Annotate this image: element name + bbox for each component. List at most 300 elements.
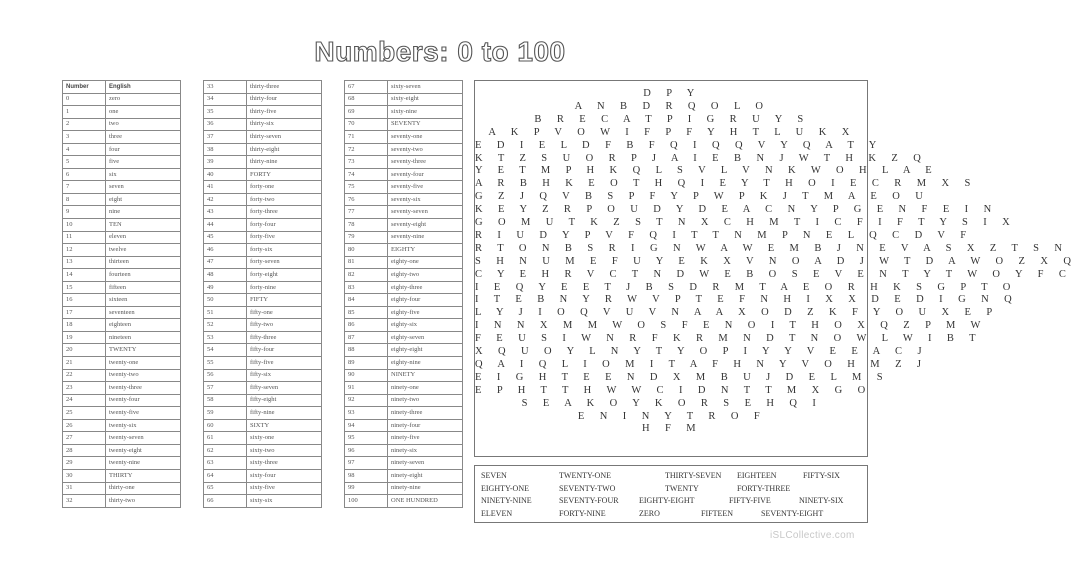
number-cell: 31 xyxy=(63,482,106,495)
english-cell: ninety-six xyxy=(388,444,463,457)
english-cell: fifty-four xyxy=(247,344,322,357)
table-row xyxy=(345,495,463,508)
word-bank-word: FIFTY-FIVE xyxy=(729,496,771,505)
number-cell: 76 xyxy=(345,193,388,206)
puzzle-row: K E Y Z R P O U D Y D E A C N Y P G E N F E I N xyxy=(475,204,998,216)
puzzle-row: S E A K O Y K O R S E H Q I xyxy=(521,397,823,409)
english-cell: forty-nine xyxy=(247,281,322,294)
number-cell: 75 xyxy=(345,181,388,194)
table-row xyxy=(204,294,322,307)
word-bank-word: NINETY-SIX xyxy=(799,496,844,505)
puzzle-row: R T O N B S R I G N W A W E M B J N E V A S X Z T S N xyxy=(475,242,1069,254)
number-cell: 89 xyxy=(345,357,388,370)
table-row xyxy=(204,81,322,94)
word-bank-word: ZERO xyxy=(639,508,660,518)
number-cell: 90 xyxy=(345,369,388,382)
puzzle-row: F E U S I W N R F K R M N D T N O W L W I B T xyxy=(475,333,982,345)
number-cell: 10 xyxy=(63,219,106,232)
table-header-row xyxy=(63,81,181,94)
number-cell: 83 xyxy=(345,281,388,294)
number-cell: 46 xyxy=(204,244,247,257)
table-row xyxy=(63,106,181,119)
number-cell: 7 xyxy=(63,181,106,194)
table-row xyxy=(63,319,181,332)
english-cell: five xyxy=(106,156,181,169)
english-cell: SIXTY xyxy=(247,419,322,432)
english-cell: THIRTY xyxy=(106,469,181,482)
table-row xyxy=(63,432,181,445)
number-cell: 69 xyxy=(345,106,388,119)
english-cell: thirty-one xyxy=(106,482,181,495)
english-cell: eighty-seven xyxy=(388,331,463,344)
english-cell: thirty-seven xyxy=(247,131,322,144)
english-cell: one xyxy=(106,106,181,119)
number-cell: 91 xyxy=(345,382,388,395)
english-cell: TEN xyxy=(106,219,181,232)
english-cell: forty-four xyxy=(247,219,322,232)
english-cell: TWENTY xyxy=(106,344,181,357)
table-row xyxy=(63,281,181,294)
table-row xyxy=(204,407,322,420)
english-cell: sixty-two xyxy=(247,444,322,457)
table-row xyxy=(63,495,181,508)
number-cell: 63 xyxy=(204,457,247,470)
number-cell: 48 xyxy=(204,269,247,282)
number-cell: 73 xyxy=(345,156,388,169)
table-row xyxy=(63,118,181,131)
number-cell: 26 xyxy=(63,419,106,432)
table-row xyxy=(204,482,322,495)
word-bank-word: SEVENTY-TWO xyxy=(559,483,616,493)
english-cell: forty-three xyxy=(247,206,322,219)
table-row xyxy=(63,331,181,344)
word-bank-word: ELEVEN xyxy=(481,508,513,518)
table-row xyxy=(63,344,181,357)
puzzle-row: G Z J Q V B S P F Y P W P K J T M A E O U xyxy=(475,191,930,203)
table-row xyxy=(345,306,463,319)
number-cell: 84 xyxy=(345,294,388,307)
puzzle-row: A K P V O W I F P F Y H T L U K X xyxy=(488,126,856,138)
number-cell: 68 xyxy=(345,93,388,106)
number-cell: 37 xyxy=(204,131,247,144)
word-bank-word: EIGHTY-ONE xyxy=(481,483,529,493)
table-row xyxy=(345,469,463,482)
table-row xyxy=(63,469,181,482)
word-bank-word: FORTY-NINE xyxy=(559,508,606,518)
table-row xyxy=(345,357,463,370)
number-cell: 5 xyxy=(63,156,106,169)
english-cell: NINETY xyxy=(388,369,463,382)
table-row xyxy=(204,319,322,332)
number-cell: 66 xyxy=(204,495,247,508)
puzzle-row: K T Z S U O R P J A I E B N J W T H K Z Q xyxy=(475,152,928,164)
puzzle-row: B R E C A T P I G R U Y S xyxy=(534,113,810,125)
english-cell: twelve xyxy=(106,244,181,257)
number-cell: 3 xyxy=(63,131,106,144)
english-cell: two xyxy=(106,118,181,131)
table-row xyxy=(63,193,181,206)
table-row xyxy=(63,394,181,407)
table-row xyxy=(63,156,181,169)
english-cell: four xyxy=(106,143,181,156)
english-cell: forty-seven xyxy=(247,256,322,269)
table-row xyxy=(345,143,463,156)
number-cell: 40 xyxy=(204,168,247,181)
word-search-grid xyxy=(474,80,1077,457)
word-bank-word: FIFTEEN xyxy=(701,508,733,518)
number-cell: 35 xyxy=(204,106,247,119)
puzzle-row: Y E T M P H K Q L S V L V N K W O H L A E xyxy=(475,165,939,177)
english-cell: eighty-six xyxy=(388,319,463,332)
table-row xyxy=(345,181,463,194)
table-row xyxy=(204,369,322,382)
english-cell: seventeen xyxy=(106,306,181,319)
english-cell: twenty-six xyxy=(106,419,181,432)
english-cell: eighteen xyxy=(106,319,181,332)
english-cell: ninety-eight xyxy=(388,469,463,482)
english-cell: seventy-six xyxy=(388,193,463,206)
table-row xyxy=(204,331,322,344)
table-row xyxy=(204,344,322,357)
table-row xyxy=(204,269,322,282)
english-cell: fifteen xyxy=(106,281,181,294)
english-cell: sixteen xyxy=(106,294,181,307)
english-cell: SEVENTY xyxy=(388,118,463,131)
puzzle-row: H F M xyxy=(641,423,702,435)
table-row xyxy=(63,206,181,219)
number-cell: 67 xyxy=(345,81,388,94)
number-cell: 64 xyxy=(204,469,247,482)
table-row xyxy=(345,432,463,445)
english-cell: fifty-eight xyxy=(247,394,322,407)
table-row xyxy=(204,281,322,294)
english-cell: thirty-four xyxy=(247,93,322,106)
number-cell: 23 xyxy=(63,382,106,395)
number-cell: 19 xyxy=(63,331,106,344)
table-row xyxy=(204,244,322,257)
table-row xyxy=(345,407,463,420)
english-cell: thirty-nine xyxy=(247,156,322,169)
table-row xyxy=(204,106,322,119)
puzzle-row: D P Y xyxy=(643,88,701,99)
english-cell: ninety-four xyxy=(388,419,463,432)
number-cell: 18 xyxy=(63,319,106,332)
english-cell: fourteen xyxy=(106,269,181,282)
table-row xyxy=(345,118,463,131)
number-cell: 24 xyxy=(63,394,106,407)
number-cell: 29 xyxy=(63,457,106,470)
number-cell: 87 xyxy=(345,331,388,344)
table-row xyxy=(204,357,322,370)
puzzle-row: A N B D R Q O L O xyxy=(574,100,770,112)
table-row xyxy=(63,93,181,106)
puzzle-row: E D I E L D F B F Q I Q Q V Y Q A T Y xyxy=(475,139,883,151)
table-row xyxy=(204,219,322,232)
word-bank-word: FORTY-THREE xyxy=(737,483,791,493)
table-row xyxy=(204,419,322,432)
table-row xyxy=(204,131,322,144)
number-cell: 16 xyxy=(63,294,106,307)
english-cell: thirty-six xyxy=(247,118,322,131)
english-cell: sixty-six xyxy=(247,495,322,508)
english-cell: sixty-four xyxy=(247,469,322,482)
english-cell: eight xyxy=(106,193,181,206)
number-cell: 49 xyxy=(204,281,247,294)
number-cell: 80 xyxy=(345,244,388,257)
number-cell: 79 xyxy=(345,231,388,244)
number-cell: 53 xyxy=(204,331,247,344)
number-cell: 0 xyxy=(63,93,106,106)
english-cell: thirteen xyxy=(106,256,181,269)
table-row xyxy=(345,131,463,144)
english-cell: seventy-five xyxy=(388,181,463,194)
table-row xyxy=(63,482,181,495)
table-row xyxy=(204,306,322,319)
word-bank-word: THIRTY-SEVEN xyxy=(665,471,722,480)
english-cell: FIFTY xyxy=(247,294,322,307)
english-cell: sixty-one xyxy=(247,432,322,445)
english-cell: eighty-one xyxy=(388,256,463,269)
puzzle-row: E P H T T H W W C I D N T T M X G O xyxy=(475,384,872,396)
table-row xyxy=(345,156,463,169)
english-cell: nineteen xyxy=(106,331,181,344)
english-cell: eighty-eight xyxy=(388,344,463,357)
numbers-table-3 xyxy=(344,80,463,508)
table-row xyxy=(204,382,322,395)
puzzle-row: E N I N Y T R O F xyxy=(577,410,767,422)
puzzle-row: C Y E H R V C T N D W E B O S E V E N T Y T W O Y F C xyxy=(475,268,1073,280)
number-cell: 85 xyxy=(345,306,388,319)
number-cell: 71 xyxy=(345,131,388,144)
english-cell: six xyxy=(106,168,181,181)
number-cell: 33 xyxy=(204,81,247,94)
number-cell: 25 xyxy=(63,407,106,420)
number-cell: 2 xyxy=(63,118,106,131)
english-cell: twenty-four xyxy=(106,394,181,407)
english-cell: seventy-one xyxy=(388,131,463,144)
number-cell: 44 xyxy=(204,219,247,232)
english-cell: eighty-two xyxy=(388,269,463,282)
number-cell: 56 xyxy=(204,369,247,382)
number-cell: 78 xyxy=(345,219,388,232)
english-cell: thirty-two xyxy=(106,495,181,508)
english-cell: twenty-eight xyxy=(106,444,181,457)
english-cell: sixty-five xyxy=(247,482,322,495)
table-row xyxy=(63,369,181,382)
number-cell: 34 xyxy=(204,93,247,106)
puzzle-row: E I G H T E E N D X M B U J D E L M S xyxy=(475,371,889,383)
puzzle-row: R I U D Y P V F Q I T T N M P N E L Q C D V F xyxy=(475,229,973,241)
english-cell: ninety-one xyxy=(388,382,463,395)
table-row xyxy=(63,231,181,244)
table-row xyxy=(204,256,322,269)
english-cell: ninety-five xyxy=(388,432,463,445)
number-cell: 39 xyxy=(204,156,247,169)
english-cell: twenty-three xyxy=(106,382,181,395)
number-cell: 51 xyxy=(204,306,247,319)
english-cell: eighty-nine xyxy=(388,357,463,370)
table-row xyxy=(345,231,463,244)
table-row xyxy=(345,319,463,332)
table-row xyxy=(63,457,181,470)
table-row xyxy=(345,93,463,106)
table-row xyxy=(345,419,463,432)
english-cell: twenty-nine xyxy=(106,457,181,470)
english-cell: eighty-four xyxy=(388,294,463,307)
table-row xyxy=(345,81,463,94)
number-cell: 86 xyxy=(345,319,388,332)
table-row xyxy=(345,444,463,457)
word-bank-word: EIGHTY-EIGHT xyxy=(639,496,695,505)
worksheet-title: Numbers: 0 to 100 xyxy=(314,36,566,67)
table-row xyxy=(204,143,322,156)
word-bank xyxy=(474,465,868,523)
word-bank-word: NINETY-NINE xyxy=(481,496,532,505)
english-cell: eleven xyxy=(106,231,181,244)
english-cell: EIGHTY xyxy=(388,244,463,257)
english-cell: forty-two xyxy=(247,193,322,206)
number-cell: 20 xyxy=(63,344,106,357)
numbers-table-1 xyxy=(62,80,181,508)
number-cell: 70 xyxy=(345,118,388,131)
table-row xyxy=(345,244,463,257)
table-row xyxy=(345,206,463,219)
table-row xyxy=(345,394,463,407)
table-row xyxy=(345,219,463,232)
number-cell: 43 xyxy=(204,206,247,219)
table-row xyxy=(63,306,181,319)
english-cell: forty-five xyxy=(247,231,322,244)
number-cell: 6 xyxy=(63,168,106,181)
word-bank-word: TWENTY xyxy=(665,483,699,493)
table-row xyxy=(345,344,463,357)
puzzle-row: L Y J I O Q V U V N A A X O D Z K F Y O U X E P xyxy=(475,307,999,319)
number-cell: 42 xyxy=(204,193,247,206)
table-row xyxy=(345,294,463,307)
word-bank-word: SEVENTY-FOUR xyxy=(559,496,619,505)
number-cell: 82 xyxy=(345,269,388,282)
word-bank-word: TWENTY-ONE xyxy=(559,471,611,480)
number-cell: 96 xyxy=(345,444,388,457)
number-cell: 9 xyxy=(63,206,106,219)
english-cell: fifty-two xyxy=(247,319,322,332)
number-cell: 60 xyxy=(204,419,247,432)
english-cell: fifty-one xyxy=(247,306,322,319)
english-cell: FORTY xyxy=(247,168,322,181)
puzzle-row: I T E B N Y R W V P T E F N H I X X D E D I G N Q xyxy=(475,294,1019,306)
table-row xyxy=(63,294,181,307)
english-cell: sixty-eight xyxy=(388,93,463,106)
table-row xyxy=(204,457,322,470)
table-row xyxy=(204,93,322,106)
english-cell: sixty-nine xyxy=(388,106,463,119)
number-cell: 38 xyxy=(204,143,247,156)
table-row xyxy=(204,231,322,244)
number-cell: 94 xyxy=(345,419,388,432)
table-row xyxy=(63,444,181,457)
number-cell: 95 xyxy=(345,432,388,445)
number-cell: 28 xyxy=(63,444,106,457)
english-cell: three xyxy=(106,131,181,144)
puzzle-row: Q A I Q L I O M I T A F H N Y V O H M Z J xyxy=(475,358,928,370)
english-cell: twenty-one xyxy=(106,357,181,370)
table-row xyxy=(345,482,463,495)
english-cell: nine xyxy=(106,206,181,219)
table-row xyxy=(204,495,322,508)
table-row xyxy=(63,382,181,395)
number-cell: 30 xyxy=(63,469,106,482)
number-cell: 13 xyxy=(63,256,106,269)
number-cell: 65 xyxy=(204,482,247,495)
english-cell: sixty-three xyxy=(247,457,322,470)
english-cell: fifty-six xyxy=(247,369,322,382)
number-cell: 55 xyxy=(204,357,247,370)
number-cell: 14 xyxy=(63,269,106,282)
table-row xyxy=(63,269,181,282)
number-cell: 1 xyxy=(63,106,106,119)
number-cell: 8 xyxy=(63,193,106,206)
number-cell: 47 xyxy=(204,256,247,269)
english-cell: fifty-nine xyxy=(247,407,322,420)
table-row xyxy=(204,469,322,482)
number-cell: 92 xyxy=(345,394,388,407)
table-row xyxy=(204,432,322,445)
english-cell: ninety-seven xyxy=(388,457,463,470)
english-cell: forty-eight xyxy=(247,269,322,282)
table-row xyxy=(204,206,322,219)
english-cell: zero xyxy=(106,93,181,106)
table-row xyxy=(63,256,181,269)
number-cell: 74 xyxy=(345,168,388,181)
puzzle-row: S H N U M E F U Y E K X V N O A D J W T D A W O Z X Q xyxy=(475,255,1077,267)
header-number: Number xyxy=(63,81,106,94)
english-cell: seventy-nine xyxy=(388,231,463,244)
number-cell: 62 xyxy=(204,444,247,457)
english-cell: ONE HUNDRED xyxy=(388,495,463,508)
number-cell: 50 xyxy=(204,294,247,307)
english-cell: fifty-five xyxy=(247,357,322,370)
number-cell: 61 xyxy=(204,432,247,445)
word-bank-word: FIFTY-SIX xyxy=(803,471,840,480)
english-cell: seventy-eight xyxy=(388,219,463,232)
table-row xyxy=(63,407,181,420)
table-row xyxy=(345,256,463,269)
table-row xyxy=(63,219,181,232)
table-row xyxy=(63,244,181,257)
table-row xyxy=(63,143,181,156)
english-cell: twenty-two xyxy=(106,369,181,382)
number-cell: 36 xyxy=(204,118,247,131)
english-cell: forty-one xyxy=(247,181,322,194)
number-cell: 17 xyxy=(63,306,106,319)
word-bank-word: SEVENTY-EIGHT xyxy=(761,508,824,518)
word-bank-word: EIGHTEEN xyxy=(737,471,777,480)
table-row xyxy=(345,457,463,470)
table-row xyxy=(345,193,463,206)
english-cell: twenty-seven xyxy=(106,432,181,445)
number-cell: 93 xyxy=(345,407,388,420)
number-cell: 45 xyxy=(204,231,247,244)
english-cell: seventy-three xyxy=(388,156,463,169)
english-cell: forty-six xyxy=(247,244,322,257)
number-cell: 15 xyxy=(63,281,106,294)
number-cell: 4 xyxy=(63,143,106,156)
number-cell: 54 xyxy=(204,344,247,357)
number-cell: 32 xyxy=(63,495,106,508)
english-cell: thirty-three xyxy=(247,81,322,94)
table-row xyxy=(345,106,463,119)
puzzle-row: I N N X M M W O S F E N O I T H O X Q Z P M W xyxy=(475,320,987,332)
